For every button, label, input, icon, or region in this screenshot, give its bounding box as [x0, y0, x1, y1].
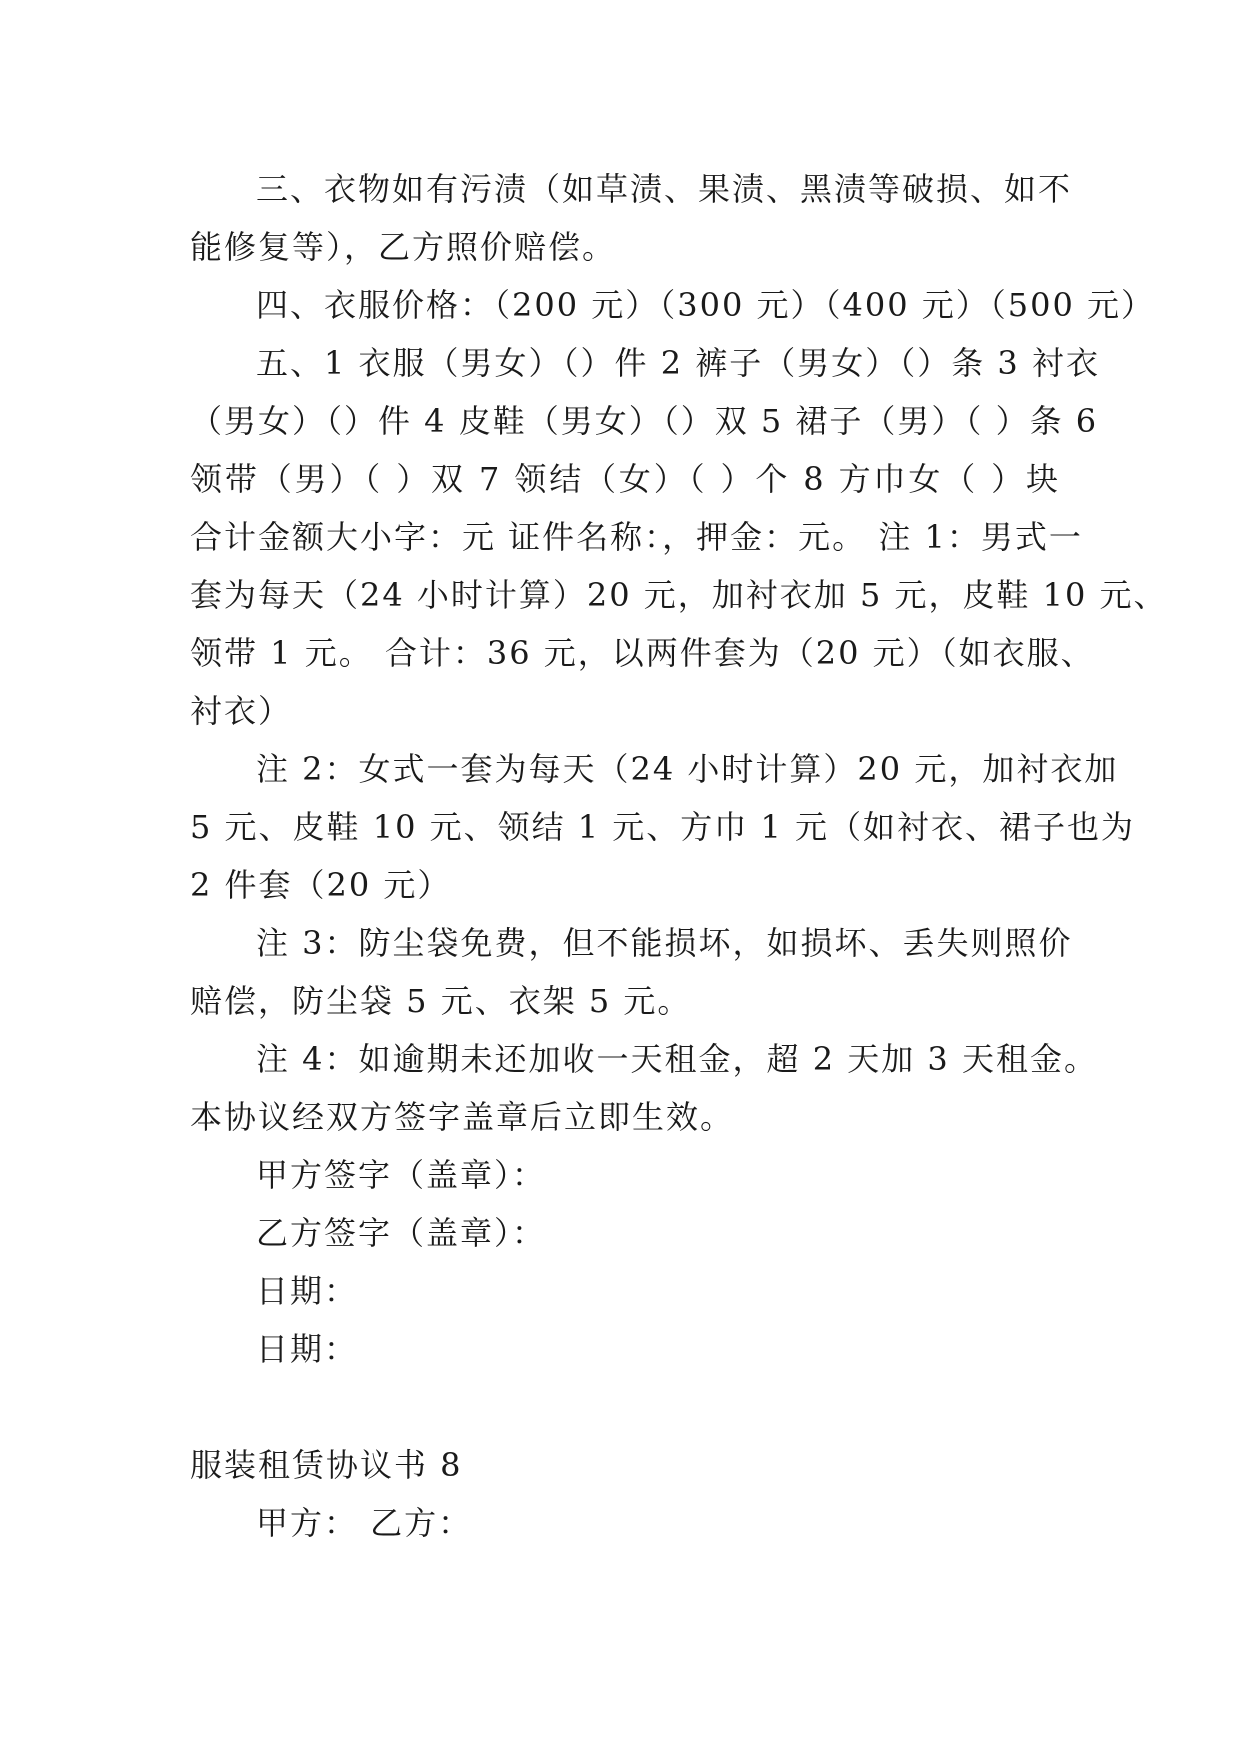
clause-3-line-2: 能修复等），乙方照价赔偿。 — [190, 228, 617, 266]
party-b-signature: 乙方签字（盖章）： — [256, 1214, 547, 1252]
date-line-1: 日期： — [256, 1272, 359, 1310]
note-2-line-2: 5 元、皮鞋 10 元、领结 1 元、方巾 1 元（如衬衣、裙子也为 — [190, 808, 1136, 846]
clause-5-line-1: 五、1 衣服（男女）（）件 2 裤子（男女）（）条 3 衬衣 — [256, 344, 1100, 382]
document-page — [190, 160, 1168, 1552]
party-a-signature: 甲方签字（盖章）： — [256, 1156, 547, 1194]
next-agreement-parties: 甲方： 乙方： — [256, 1504, 473, 1542]
clause-5-line-2: （男女）（）件 4 皮鞋（男女）（）双 5 裙子（男）（ ）条 6 — [190, 402, 1099, 440]
note-2-line-1: 注 2：女式一套为每天（24 小时计算）20 元，加衬衣加 — [256, 750, 1119, 788]
clause-5-line-7: 衬衣） — [190, 692, 293, 730]
note-2-line-3: 2 件套（20 元） — [190, 866, 452, 904]
clause-4-price: 四、衣服价格：（200 元）（300 元）（400 元）（500 元） — [256, 286, 1156, 324]
clause-5-line-5: 套为每天（24 小时计算）20 元，加衬衣加 5 元，皮鞋 10 元、 — [190, 576, 1168, 614]
note-4-line-1: 注 4：如逾期未还加收一天租金，超 2 天加 3 天租金。 — [256, 1040, 1098, 1078]
clause-5-line-4: 合计金额大小字：元 证件名称：，押金：元。 注 1：男式一 — [190, 518, 1083, 556]
section-gap — [190, 1378, 1060, 1436]
date-line-2: 日期： — [256, 1330, 359, 1368]
note-3-line-2: 赔偿，防尘袋 5 元、衣架 5 元。 — [190, 982, 692, 1020]
note-4-line-2: 本协议经双方签字盖章后立即生效。 — [190, 1098, 735, 1136]
next-agreement-title: 服装租赁协议书 8 — [190, 1446, 463, 1484]
clause-3-line-1: 三、衣物如有污渍（如草渍、果渍、黑渍等破损、如不 — [256, 170, 1073, 208]
clause-5-line-3: 领带（男）（ ）双 7 领结（女）（ ）个 8 方巾女（ ）块 — [190, 460, 1060, 498]
clause-5-line-6: 领带 1 元。 合计：36 元，以两件套为（20 元）（如衣服、 — [190, 634, 1095, 672]
note-3-line-1: 注 3：防尘袋免费，但不能损坏，如损坏、丢失则照价 — [256, 924, 1073, 962]
